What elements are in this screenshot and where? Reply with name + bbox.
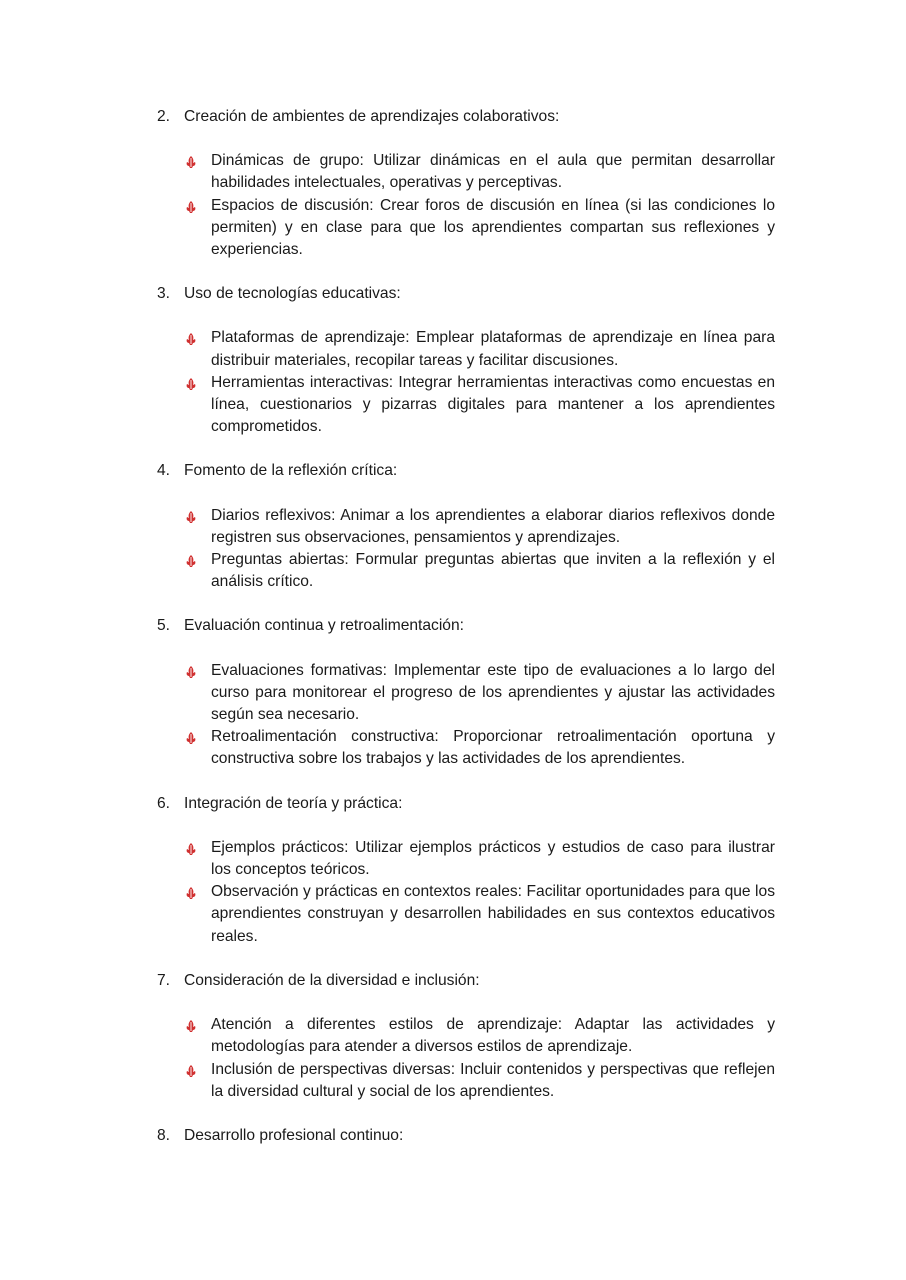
bullet-item	[157, 1059, 775, 1103]
document-body	[157, 106, 775, 1147]
bullet-text: Espacios de discusión: Crear foros de discusión en línea (si las condiciones lo permiten) y en clase para que los aprendientes compartan sus reflexiones y experiencias.	[211, 196, 775, 259]
section-title: Fomento de la reflexión crítica:	[184, 462, 398, 480]
fleur-bullet-icon	[184, 509, 198, 523]
bullet-text: Herramientas interactivas: Integrar herramientas interactivas como encuestas en línea, cuestionarios y pizarras digitales para mantener a los aprendientes comprometidos.	[211, 373, 775, 436]
bullet-text: Atención a diferentes estilos de aprendizaje: Adaptar las actividades y metodologías para atender a diversos estilos de aprendizaje.	[211, 1016, 775, 1056]
fleur-bullet-icon	[184, 376, 198, 390]
fleur-bullet-icon	[184, 1063, 198, 1077]
bullet-list	[157, 660, 775, 771]
section-number: 3.	[157, 285, 171, 303]
fleur-bullet-icon	[184, 885, 198, 899]
bullet-text: Plataformas de aprendizaje: Emplear plataformas de aprendizaje en línea para distribuir materiales, recopilar tareas y facilitar discusiones.	[211, 329, 775, 369]
fleur-bullet-icon	[184, 154, 198, 168]
bullet-item	[157, 726, 775, 770]
bullet-list	[157, 837, 775, 948]
bullet-item	[157, 1014, 775, 1058]
section-heading	[157, 1125, 775, 1147]
bullet-list	[157, 150, 775, 261]
section-number: 7.	[157, 971, 171, 989]
bullet-list	[157, 1014, 775, 1103]
section-number: 5.	[157, 617, 171, 635]
section-heading	[157, 793, 775, 815]
bullet-text: Observación y prácticas en contextos reales: Facilitar oportunidades para que los aprendientes construyan y desarrollen habilidades en sus contextos educativos reales.	[211, 883, 775, 945]
section-number: 4.	[157, 462, 171, 480]
section-number: 6.	[157, 794, 171, 812]
bullet-text: Evaluaciones formativas: Implementar este tipo de evaluaciones a lo largo del curso para monitorear el progreso de los aprendientes y ajustar las actividades según sea necesario.	[211, 661, 775, 724]
section-title: Consideración de la diversidad e inclusión:	[184, 971, 480, 989]
section-number: 2.	[157, 108, 171, 125]
bullet-item	[157, 372, 775, 439]
bullet-item	[157, 327, 775, 371]
section-number: 8.	[157, 1126, 171, 1144]
fleur-bullet-icon	[184, 841, 198, 855]
section-title: Uso de tecnologías educativas:	[184, 285, 401, 303]
fleur-bullet-icon	[184, 199, 198, 213]
fleur-bullet-icon	[184, 331, 198, 345]
bullet-item	[157, 881, 775, 948]
bullet-text: Retroalimentación constructiva: Proporcionar retroalimentación oportuna y constructiva sobre los trabajos y las actividades de los aprendientes.	[211, 728, 775, 768]
section-title: Desarrollo profesional continuo:	[184, 1126, 404, 1144]
bullet-item	[157, 837, 775, 881]
fleur-bullet-icon	[184, 664, 198, 678]
section-heading	[157, 615, 775, 637]
bullet-text: Diarios reflexivos: Animar a los aprendientes a elaborar diarios reflexivos donde registren sus observaciones, pensamientos y aprendizajes.	[211, 506, 775, 546]
bullet-text: Dinámicas de grupo: Utilizar dinámicas en el aula que permitan desarrollar habilidades intelectuales, operativas y perceptivas.	[211, 152, 775, 192]
section-title: Creación de ambientes de aprendizajes colaborativos:	[184, 108, 560, 125]
bullet-text: Preguntas abiertas: Formular preguntas abiertas que inviten a la reflexión y el análisis crítico.	[211, 551, 775, 591]
bullet-item	[157, 195, 775, 262]
bullet-list	[157, 505, 775, 594]
bullet-item	[157, 549, 775, 593]
section-heading	[157, 106, 775, 128]
section-heading	[157, 970, 775, 992]
bullet-text: Ejemplos prácticos: Utilizar ejemplos prácticos y estudios de caso para ilustrar los conceptos teóricos.	[211, 838, 775, 879]
bullet-text: Inclusión de perspectivas diversas: Incluir contenidos y perspectivas que reflejen la diversidad cultural y social de los aprendientes.	[211, 1060, 775, 1100]
bullet-item	[157, 150, 775, 194]
section-title: Integración de teoría y práctica:	[184, 794, 403, 812]
section-heading	[157, 283, 775, 305]
section-title: Evaluación continua y retroalimentación:	[184, 617, 464, 635]
fleur-bullet-icon	[184, 553, 198, 567]
fleur-bullet-icon	[184, 1018, 198, 1032]
bullet-item	[157, 505, 775, 549]
section-heading	[157, 460, 775, 482]
bullet-item	[157, 660, 775, 727]
bullet-list	[157, 327, 775, 438]
fleur-bullet-icon	[184, 730, 198, 744]
